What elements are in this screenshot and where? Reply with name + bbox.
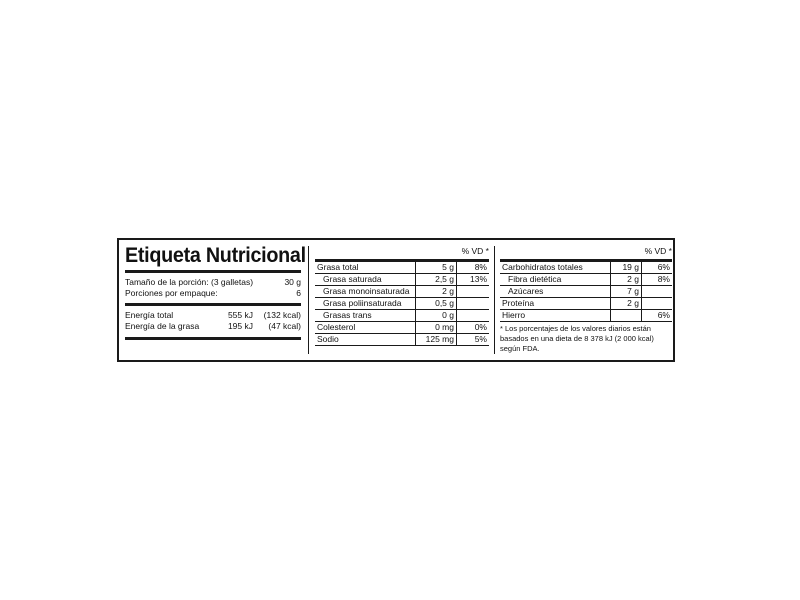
nutrient-name: Grasa total bbox=[315, 262, 416, 274]
column-divider bbox=[308, 246, 309, 354]
serving-size-row bbox=[125, 277, 301, 288]
energy-fat-label: Energía de la grasa bbox=[125, 321, 200, 331]
energy-fat-row bbox=[125, 321, 301, 332]
portions-value: 6 bbox=[296, 288, 301, 298]
nutrient-row bbox=[500, 274, 672, 286]
nutrient-percent: 0% bbox=[457, 322, 490, 334]
energy-fat-kcal: (47 kcal) bbox=[268, 321, 301, 331]
energy-total-kj: 555 kJ bbox=[227, 310, 253, 320]
vd-header: % VD * bbox=[644, 246, 672, 256]
serving-size-value: 30 g bbox=[284, 277, 301, 287]
nutrition-label bbox=[117, 238, 675, 362]
nutrient-percent: 8% bbox=[642, 274, 673, 286]
nutrient-name: Carbohidratos totales bbox=[500, 262, 611, 274]
column-divider bbox=[494, 246, 495, 354]
nutrient-row bbox=[500, 310, 672, 322]
nutrient-quantity: 2 g bbox=[611, 298, 642, 310]
nutrient-quantity: 125 mg bbox=[416, 334, 457, 346]
nutrient-row bbox=[500, 298, 672, 310]
energy-total-label: Energía total bbox=[125, 310, 174, 320]
label-title: Etiqueta Nutricional bbox=[125, 244, 306, 267]
fats-table bbox=[315, 262, 489, 346]
nutrient-name: Fibra dietética bbox=[500, 274, 611, 286]
portions-row bbox=[125, 288, 301, 299]
nutrient-name: Grasas trans bbox=[315, 310, 416, 322]
nutrient-row bbox=[315, 262, 489, 274]
nutrient-percent bbox=[642, 298, 673, 310]
nutrient-row bbox=[500, 262, 672, 274]
carbs-table bbox=[500, 262, 672, 322]
nutrient-quantity bbox=[611, 310, 642, 322]
nutrient-quantity: 19 g bbox=[611, 262, 642, 274]
nutrient-name: Azúcares bbox=[500, 286, 611, 298]
nutrient-percent: 6% bbox=[642, 262, 673, 274]
nutrient-quantity: 2 g bbox=[611, 274, 642, 286]
nutrient-quantity: 0,5 g bbox=[416, 298, 457, 310]
nutrient-quantity: 7 g bbox=[611, 286, 642, 298]
nutrient-row bbox=[315, 334, 489, 346]
energy-rule bbox=[125, 337, 301, 340]
nutrient-row bbox=[315, 286, 489, 298]
energy-total-kcal: (132 kcal) bbox=[263, 310, 301, 320]
nutrient-name: Hierro bbox=[500, 310, 611, 322]
nutrient-percent: 5% bbox=[457, 334, 490, 346]
portions-label: Porciones por empaque: bbox=[125, 288, 218, 298]
serving-size-label: Tamaño de la porción: (3 galletas) bbox=[125, 277, 254, 287]
nutrient-percent: 8% bbox=[457, 262, 490, 274]
nutrient-percent bbox=[457, 286, 490, 298]
nutrient-row bbox=[315, 298, 489, 310]
nutrient-name: Sodio bbox=[315, 334, 416, 346]
summary-column bbox=[125, 244, 306, 356]
carbs-column bbox=[500, 244, 672, 356]
nutrient-quantity: 2 g bbox=[416, 286, 457, 298]
nutrient-percent bbox=[457, 298, 490, 310]
nutrient-percent: 6% bbox=[642, 310, 673, 322]
nutrient-name: Grasa monoinsaturada bbox=[315, 286, 416, 298]
nutrient-name: Proteína bbox=[500, 298, 611, 310]
nutrient-row bbox=[315, 322, 489, 334]
fats-column bbox=[315, 244, 489, 356]
nutrient-quantity: 2,5 g bbox=[416, 274, 457, 286]
nutrient-name: Colesterol bbox=[315, 322, 416, 334]
vd-header: % VD * bbox=[461, 246, 489, 256]
nutrient-quantity: 0 g bbox=[416, 310, 457, 322]
nutrient-percent: 13% bbox=[457, 274, 490, 286]
nutrient-quantity: 0 mg bbox=[416, 322, 457, 334]
nutrient-name: Grasa saturada bbox=[315, 274, 416, 286]
nutrient-quantity: 5 g bbox=[416, 262, 457, 274]
energy-total-row bbox=[125, 310, 301, 321]
footnote: * Los porcentajes de los valores diarios están basados en una dieta de 8 378 kJ (2 000 kcal) según FDA. bbox=[500, 324, 654, 353]
energy-fat-kj: 195 kJ bbox=[227, 321, 253, 331]
nutrient-name: Grasa poliinsaturada bbox=[315, 298, 416, 310]
nutrient-row bbox=[315, 274, 489, 286]
nutrient-row bbox=[315, 310, 489, 322]
nutrient-percent bbox=[457, 310, 490, 322]
nutrient-percent bbox=[642, 286, 673, 298]
nutrient-row bbox=[500, 286, 672, 298]
